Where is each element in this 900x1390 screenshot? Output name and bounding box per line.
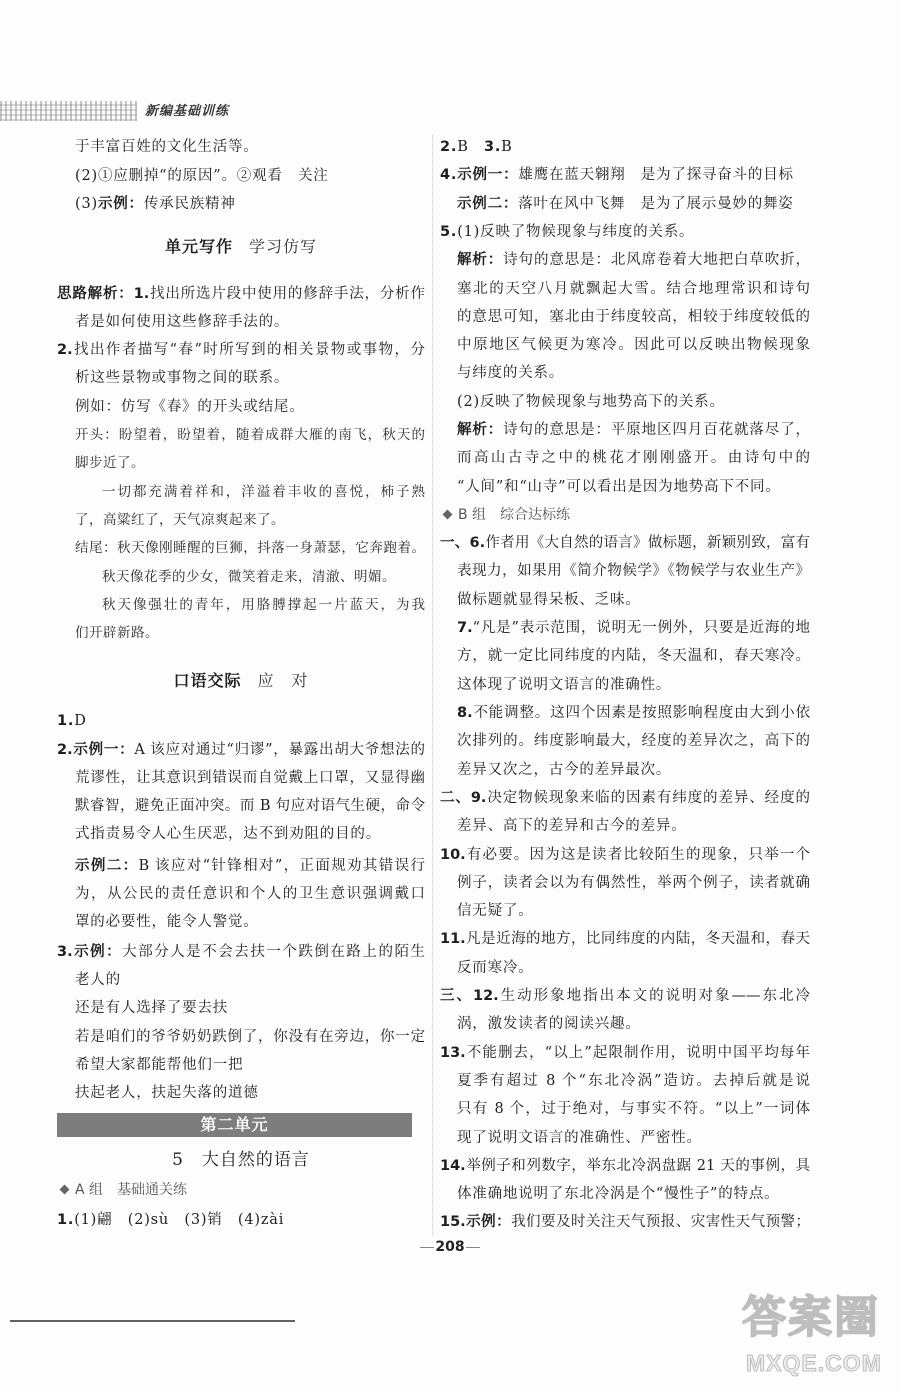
answer-line [440, 532, 810, 554]
answer-text: “凡是”表示范围，说明无一例外，只要是近海的地 [472, 620, 810, 636]
answer-text: (1)翩 (2)sù (3)销 (4)zài [74, 1212, 285, 1228]
answer-line [440, 928, 810, 950]
answer-line [75, 855, 425, 877]
answer-line [440, 844, 810, 866]
answer-text: 有必要。因为这是读者比较陌生的现象，只举一个 [465, 847, 810, 863]
item-number: 7. [457, 620, 473, 636]
answer-line: 这体现了说明文语言的准确性。 [457, 677, 672, 693]
answer-line: 例子，读者会以为有偶然性，举两个例子，读者就确 [457, 875, 810, 891]
section-heading-writing [57, 235, 425, 259]
answer-label: 2.示例一： [57, 742, 135, 758]
item-number: 2. [57, 342, 73, 358]
answer-label: 15.示例： [440, 1214, 512, 1230]
diamond-bullet-icon [60, 1184, 70, 1194]
answer-text: 不能删去，“以上”起限制作用，说明中国平均每年 [465, 1045, 810, 1061]
answer-label: 示例二： [75, 858, 139, 874]
sample-writing-line: 秋天像花季的少女，微笑着走来，清澈、明媚。 [102, 569, 396, 585]
answer-line [57, 283, 425, 305]
answer-line: (2)反映了物候现象与地势高下的关系。 [457, 394, 725, 410]
item-number: 8. [457, 705, 473, 721]
answer-line: 涡，激发读者的阅读兴趣。 [457, 1016, 641, 1032]
answer-text: 传承民族精神 [143, 196, 236, 212]
item-number: 10. [440, 847, 466, 863]
answer-text: 作者用《大自然的语言》做标题，新颖别致，富有 [485, 535, 810, 551]
answer-line [457, 419, 810, 441]
answer-line: 荒谬性，让其意识到错误而自觉戴上口罩，又显得幽 [75, 770, 425, 786]
answer-line [57, 710, 425, 732]
answer-line: 扶起老人，扶起失落的道德 [75, 1085, 259, 1101]
answer-text: 雄鹰在蓝天翱翔 是为了探寻奋斗的目标 [518, 167, 794, 183]
answer-line: 例如：仿写《春》的开头或结尾。 [75, 399, 305, 415]
item-number: 二、9. [440, 790, 487, 806]
answer-line: 中原地区气候更为寒冷。因此可以反映出物候现象 [457, 337, 810, 353]
answer-line: 差异又次之，古今的差异最次。 [457, 762, 672, 778]
unit-banner: 第二单元 [57, 1113, 412, 1137]
answer-line [57, 941, 425, 963]
answer-line: 体准确地说明了东北冷涡是个“慢性子”的特点。 [457, 1186, 780, 1202]
item-number: 13. [440, 1045, 466, 1061]
answer-line: 若是咱们的爷爷奶奶跌倒了，你没有在旁边，你一定 [75, 1029, 425, 1045]
item-number: 三、12. [440, 988, 499, 1004]
answer-line: 与纬度的关系。 [457, 365, 565, 381]
answer-line: 式指责易令人心生厌恶，达不到劝阻的目的。 [75, 826, 381, 842]
exercise-group-label [440, 504, 570, 526]
answer-line: 而高山古寺之中的桃花才刚刚盛开。由诗句中的 [457, 450, 810, 466]
answer-text: 决定物候现象来临的因素有纬度的差异、经度的 [486, 790, 810, 806]
answer-line: 者是如何使用这些修辞手法的。 [75, 314, 290, 330]
answer-line [75, 193, 425, 215]
item-number: 1. [57, 713, 75, 729]
answer-text: 我们要及时关注天气预报、灾害性天气预警； [511, 1214, 810, 1230]
answer-text: B 该应对“针锋相对”，正面规劝其错误行 [138, 858, 425, 874]
answer-text: 诗句的意思是：平原地区四月百花就落尽了， [503, 422, 810, 438]
answer-line: 信无疑了。 [457, 903, 534, 919]
answer-label: 思路解析：1. [57, 286, 150, 302]
lesson-title: 5 大自然的语言 [172, 1150, 310, 1170]
item-number: 一、6. [440, 535, 486, 551]
answer-line: 老人的 [75, 972, 121, 988]
answer-text: 举例子和列数字，举东北冷涡盘踞 21 天的事例，具 [465, 1158, 810, 1174]
answer-text: B [457, 139, 484, 155]
answer-label: 示例： [97, 196, 144, 212]
item-number: 11. [440, 931, 466, 947]
answer-line [440, 136, 810, 158]
answer-line: 默睿智，避免正面冲突。而 B 句应对语气生硬，命令 [75, 798, 425, 814]
answer-line [440, 1042, 810, 1064]
section-heading-sub: 应 对 [257, 671, 309, 690]
item-number: 14. [440, 1158, 466, 1174]
sample-writing-line: 开头：盼望着，盼望着，随着成群大雁的南飞，秋天的 [75, 427, 425, 443]
section-heading-main: 单元写作 [164, 237, 233, 256]
group-label-text: B 组 综合达标练 [458, 507, 571, 523]
watermark-url: MXQE.COM [746, 1350, 882, 1376]
answer-line [457, 702, 810, 724]
answer-line: 做标题就显得呆板、乏味。 [457, 592, 641, 608]
answer-label: 4.示例一： [440, 167, 519, 183]
answer-line: 为，从公民的责任意识和个人的卫生意识强调戴口 [75, 886, 425, 902]
sample-writing-line: 了，高粱红了，天气凉爽起来了。 [75, 512, 285, 528]
answer-line: 表现力，如果用《简介物候学》《物候学与农业生产》 [457, 563, 810, 579]
group-label-text: A 组 基础通关练 [75, 1182, 188, 1198]
answer-line [440, 1155, 810, 1177]
answer-line: 还是有人选择了要去扶 [75, 1000, 228, 1016]
answer-label: 示例二： [457, 196, 519, 212]
answer-line [440, 1211, 810, 1233]
answer-line: 的意思可知，塞北由于纬度较高，相较于纬度较低的 [457, 309, 810, 325]
answer-text: (1)反映了物候现象与纬度的关系。 [457, 224, 695, 240]
answer-line: 于丰富百姓的文化生活等。 [75, 139, 259, 155]
answer-text: 大部分人是不会去扶一个跌倒在路上的陌生 [122, 944, 425, 960]
answer-line: 方，就一定比同纬度的内陆，冬天温和，春天寒冷。 [457, 648, 810, 664]
answer-label: 解析： [457, 422, 504, 438]
answer-line: 次排列的。纬度影响最大，经度的差异次之，高下的 [457, 733, 810, 749]
item-number: 5. [440, 224, 458, 240]
section-heading-sub: 学习仿写 [249, 237, 318, 256]
answer-text: 生动形象地指出本文的说明对象——东北冷 [498, 988, 810, 1004]
running-header-title: 新编基础训练 [145, 104, 230, 119]
answer-text: 找出作者描写“春”时所写到的相关景物或事物，分 [72, 342, 425, 358]
answer-line: 夏季有超过 8 个“东北冷涡”造访。去掉后就是说 [457, 1073, 810, 1089]
answer-line [57, 1209, 425, 1231]
answer-line: 希望大家都能帮他们一把 [75, 1057, 244, 1073]
answer-label: 解析： [457, 252, 504, 268]
answer-line [440, 985, 810, 1007]
answer-line: 罩的必要性，能令人警觉。 [75, 914, 259, 930]
answer-line: “人间”和“山寺”可以看出是因为地势高下不同。 [457, 479, 781, 495]
answer-text: 诗句的意思是：北风席卷着大地把白草吹折， [503, 252, 810, 268]
answer-line: 只有 8 个，过于绝对，与事实不符。“以上”一词体 [457, 1101, 810, 1117]
page-number-dash [466, 1247, 480, 1248]
section-heading-main: 口语交际 [173, 671, 242, 690]
page-number: 208 [435, 1239, 465, 1255]
watermark-logo: 答案圈 [742, 1292, 880, 1343]
answer-line: 反而寒冷。 [457, 960, 534, 976]
answer-line [440, 221, 810, 243]
answer-text: A 该应对通过“归谬”，暴露出胡大爷想法的 [134, 742, 425, 758]
sample-writing-line: 一切都充满着祥和，洋溢着丰收的喜悦，柿子熟 [102, 484, 425, 500]
answer-line [440, 787, 810, 809]
answer-label: 3.示例： [57, 944, 123, 960]
answer-line [457, 617, 810, 639]
answer-line [57, 339, 425, 361]
answer-line: 塞北的天空八月就飘起大雪。结合地理常识和诗句 [457, 281, 810, 297]
answer-text: 找出所选片段中使用的修辞手法，分析作 [149, 286, 425, 302]
answer-line: 差异、高下的差异和古今的差异。 [457, 818, 687, 834]
answer-text: 不能调整。这四个因素是按照影响程度由大到小依 [472, 705, 810, 721]
answer-line: 现了说明文语言的准确性、严密性。 [457, 1130, 702, 1146]
header-pattern [0, 101, 137, 121]
sample-writing-line: 们开辟新路。 [75, 625, 159, 641]
answer-text: 凡是近海的地方，比同纬度的内陆，冬天温和，春天 [465, 931, 810, 947]
exercise-group-label [57, 1179, 187, 1201]
answer-line [440, 164, 810, 186]
answer-line [457, 249, 810, 271]
scan-line [10, 1320, 295, 1322]
diamond-bullet-icon [443, 509, 453, 519]
answer-text: B [501, 139, 513, 155]
answer-text: D [74, 713, 87, 729]
answer-line: 析这些景物或事物之间的联系。 [75, 370, 290, 386]
answer-line [57, 739, 425, 761]
answer-line [457, 193, 810, 215]
sample-writing-line: 结尾：秋天像刚睡醒的巨狮，抖落一身萧瑟，它奔跑着。 [75, 540, 425, 556]
item-number: (3) [75, 196, 98, 212]
item-number: 2. [440, 139, 458, 155]
answer-line: (2)①应删掉“的原因”。②观看 关注 [75, 168, 329, 184]
answer-text: 落叶在风中飞舞 是为了展示曼妙的舞姿 [518, 196, 794, 212]
section-heading-oral [57, 669, 425, 693]
item-number: 3. [483, 139, 502, 155]
sample-writing-line: 秋天像强壮的青年，用胳膊撑起一片蓝天，为我 [102, 597, 425, 613]
item-number: 1. [57, 1212, 75, 1228]
sample-writing-line: 脚步近了。 [75, 455, 145, 471]
column-divider [432, 135, 433, 1235]
